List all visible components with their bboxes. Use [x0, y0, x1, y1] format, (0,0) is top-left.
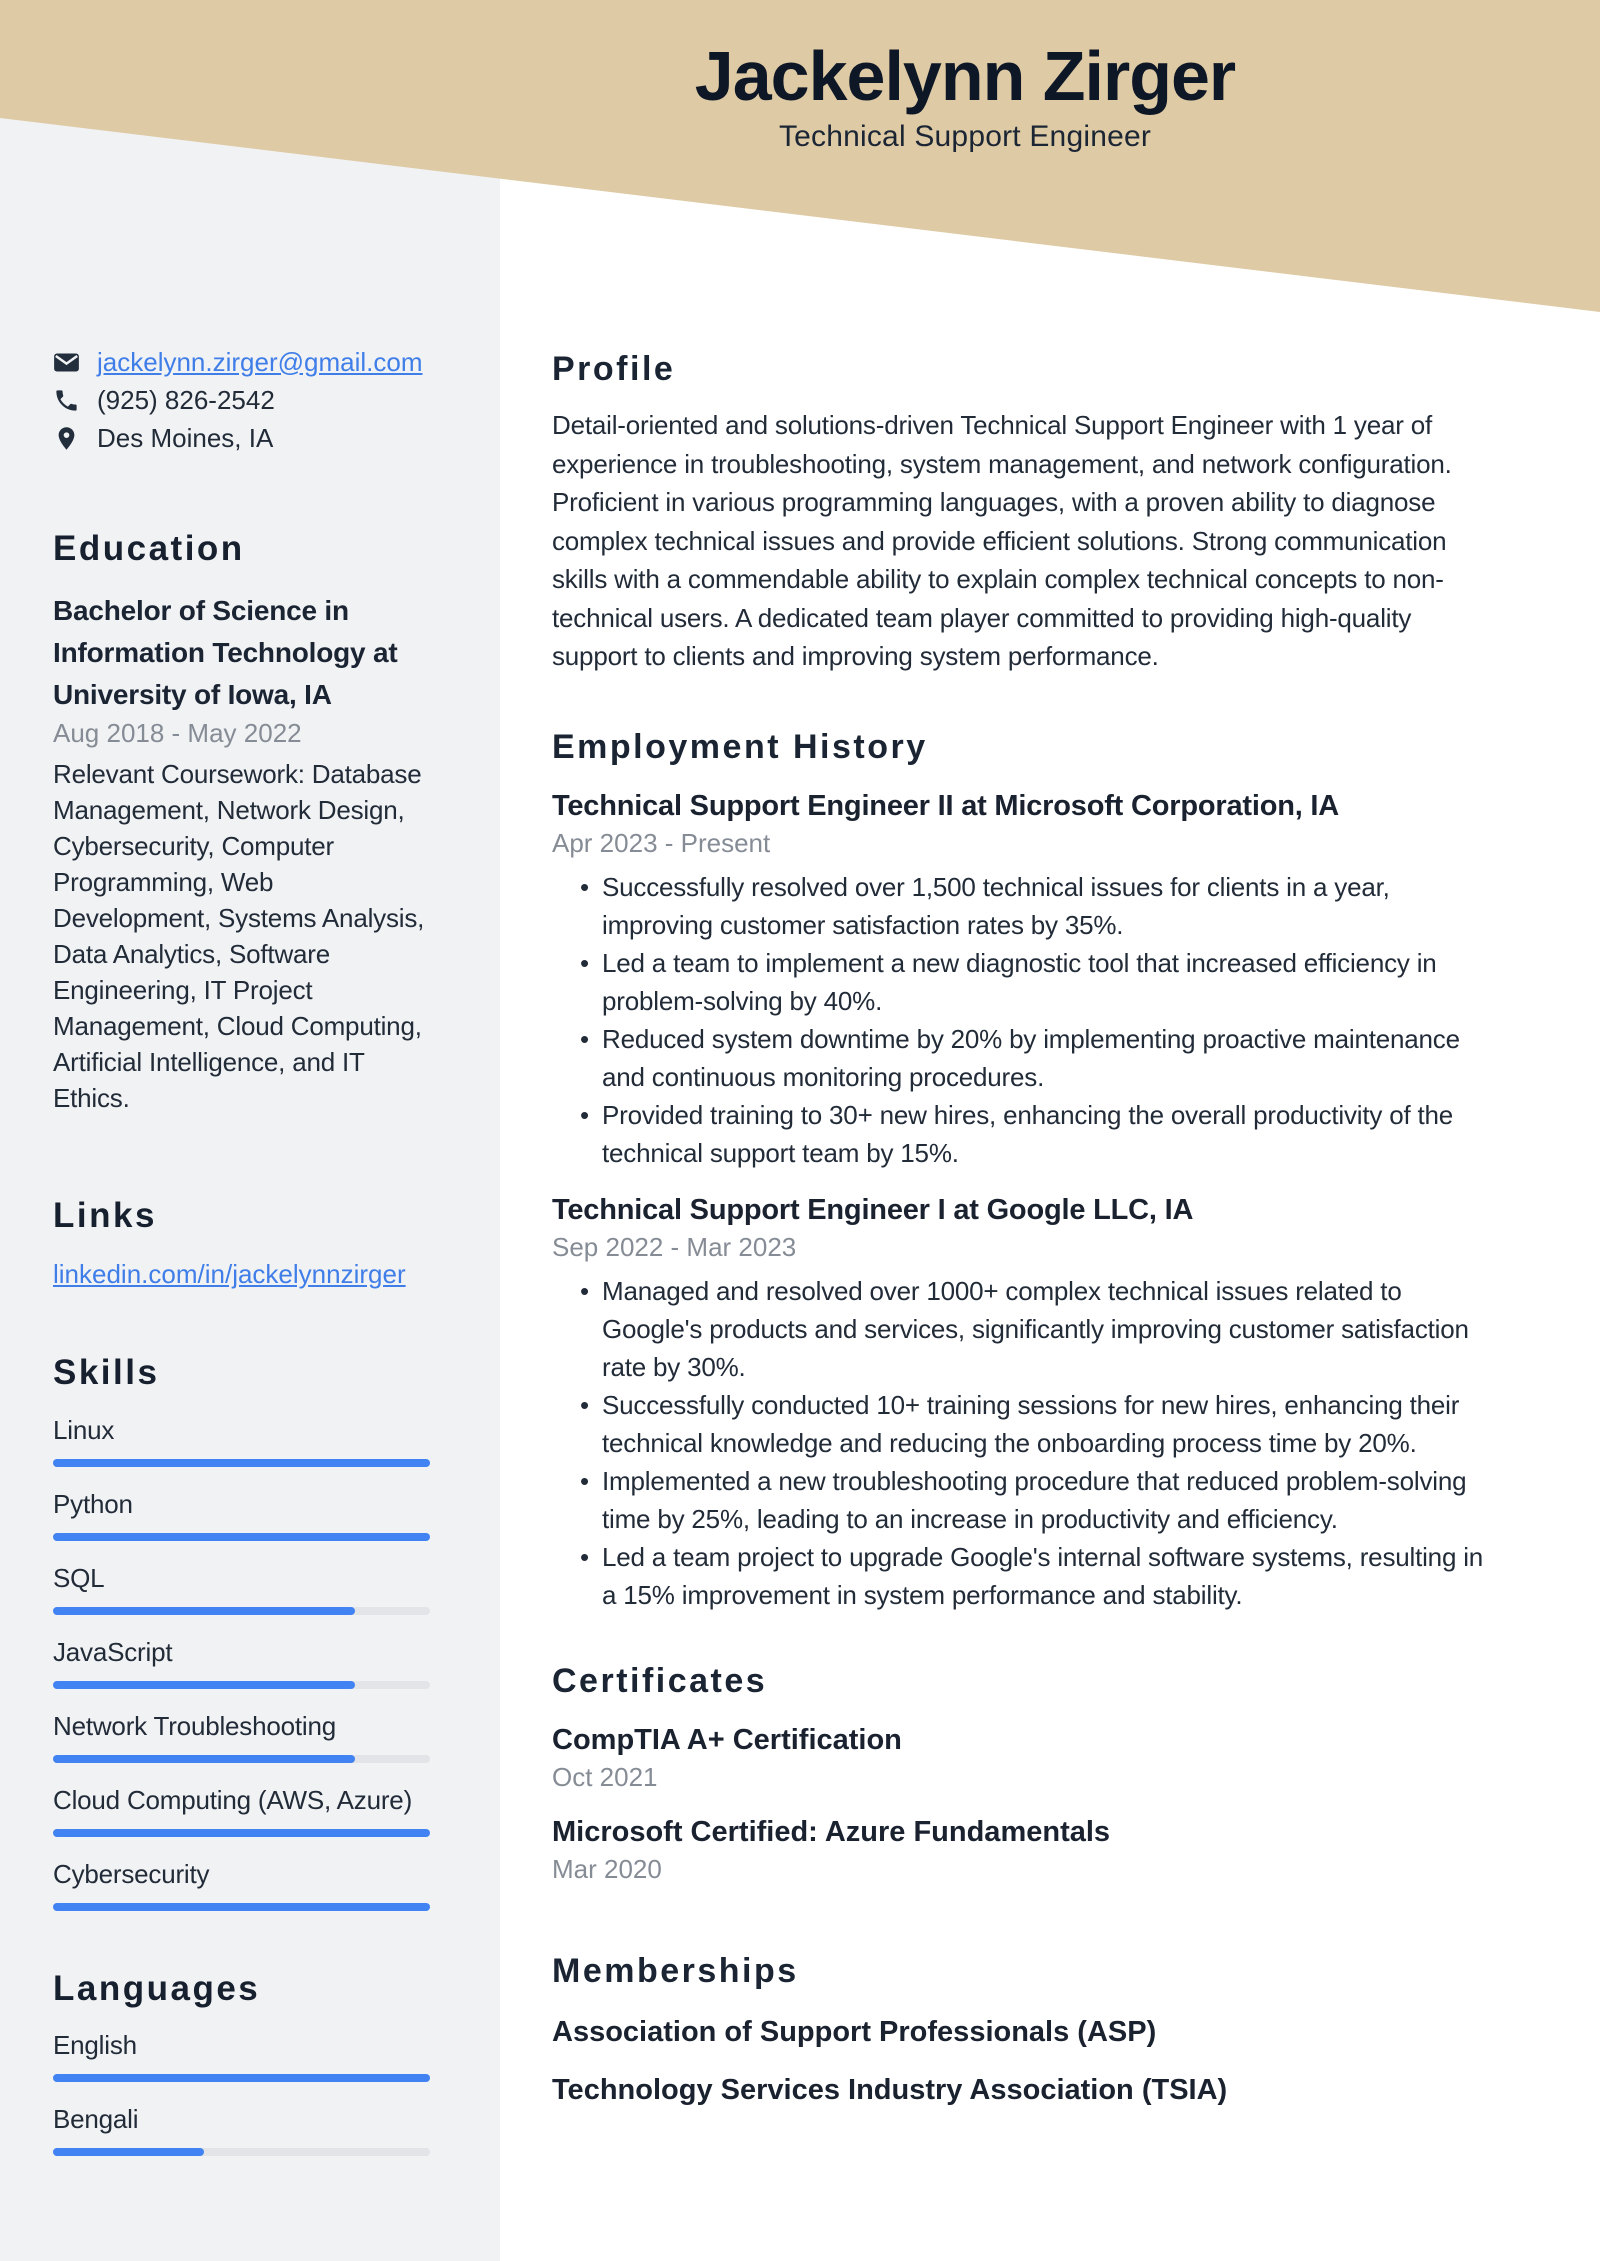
profile-section [552, 348, 1502, 676]
language-item [53, 2102, 430, 2156]
skill-bar-fill [53, 1829, 430, 1837]
language-bar-fill [53, 2074, 430, 2082]
skill-item [53, 1857, 430, 1911]
education-degree: Bachelor of Science in Information Technology at University of Iowa, IA [53, 595, 398, 710]
certificates-section [552, 1660, 1502, 1886]
employment-heading: Employment History [552, 728, 928, 766]
language-item [53, 2028, 430, 2082]
skill-bar [53, 1533, 430, 1541]
linkedin-link[interactable]: linkedin.com/in/jackelynnzirger [53, 1259, 406, 1289]
skill-bar [53, 1755, 430, 1763]
job-entry [552, 788, 1502, 1172]
job-dates: Sep 2022 - Mar 2023 [552, 1232, 797, 1262]
job-bullet: • Successfully resolved over 1,500 technical issues for clients in a year, improving customer satisfaction rates by 35%. [552, 868, 1502, 944]
language-bar [53, 2148, 430, 2156]
job-bullet: • Reduced system downtime by 20% by implementing proactive maintenance and continuous monitoring procedures. [552, 1020, 1502, 1096]
phone-icon [53, 387, 80, 414]
language-bar [53, 2074, 430, 2082]
job-entry [552, 1192, 1502, 1614]
skill-bar [53, 1681, 430, 1689]
language-label: English [53, 2030, 137, 2060]
membership-entry: Association of Support Professionals (ASP) [552, 2016, 1157, 2048]
skill-bar-fill [53, 1681, 355, 1689]
skill-label: SQL [53, 1563, 105, 1593]
memberships-heading: Memberships [552, 1952, 799, 1990]
job-bullet: • Led a team project to upgrade Google's internal software systems, resulting in a 15% improvement in system performance and stability. [552, 1538, 1502, 1614]
certificate-name: Microsoft Certified: Azure Fundamentals [552, 1816, 1111, 1848]
certificate-date: Oct 2021 [552, 1762, 658, 1792]
certificate-name: CompTIA A+ Certification [552, 1724, 902, 1756]
job-bullet-list [552, 1272, 1502, 1614]
contact-location-row [53, 421, 430, 455]
skill-label: JavaScript [53, 1637, 173, 1667]
contact-phone-row [53, 383, 430, 417]
skill-list [53, 1413, 430, 1911]
skill-label: Cybersecurity [53, 1859, 210, 1889]
membership-entry: Technology Services Industry Association (TSIA) [552, 2074, 1228, 2106]
profile-heading: Profile [552, 350, 676, 388]
skill-label: Python [53, 1489, 133, 1519]
location-pin-icon [53, 425, 80, 452]
skill-bar [53, 1829, 430, 1837]
language-list [53, 2028, 430, 2156]
skill-item [53, 1635, 430, 1689]
links-heading: Links [53, 1196, 157, 1235]
skill-bar-fill [53, 1459, 430, 1467]
memberships-section [552, 1950, 1502, 2108]
candidate-title: Technical Support Engineer [778, 119, 1152, 153]
education-coursework: Relevant Coursework: Database Management, Network Design, Cybersecurity, Computer Programming, Web Development, Systems Analysis, Data Analytics, Software Engineering, IT Project Management, Cloud Computing, Artificial Intelligence, and IT Ethics. [53, 759, 425, 1113]
skill-label: Cloud Computing (AWS, Azure) [53, 1785, 413, 1815]
job-dates: Apr 2023 - Present [552, 828, 771, 858]
skill-bar [53, 1903, 430, 1911]
contact-email-row [53, 345, 430, 379]
skill-bar-fill [53, 1755, 355, 1763]
skill-item [53, 1413, 430, 1467]
skills-heading: Skills [53, 1353, 160, 1392]
job-bullet-list [552, 868, 1502, 1172]
job-bullet: • Successfully conducted 10+ training sessions for new hires, enhancing their technical knowledge and reducing the onboarding process time by 20%. [552, 1386, 1502, 1462]
envelope-icon [53, 349, 80, 376]
employment-section [552, 726, 1502, 1614]
phone-number: (925) 826-2542 [97, 384, 275, 415]
candidate-name: Jackelynn Zirger [694, 37, 1236, 115]
language-label: Bengali [53, 2104, 139, 2134]
skill-item [53, 1709, 430, 1763]
language-bar-fill [53, 2148, 204, 2156]
skill-bar-fill [53, 1903, 430, 1911]
certificate-entry [552, 1814, 1502, 1886]
job-title: Technical Support Engineer I at Google LLC, IA [552, 1194, 1194, 1226]
skill-item [53, 1561, 430, 1615]
skill-bar-fill [53, 1607, 355, 1615]
job-title: Technical Support Engineer II at Microsoft Corporation, IA [552, 790, 1340, 822]
job-bullet: • Led a team to implement a new diagnostic tool that increased efficiency in problem-solving by 40%. [552, 944, 1502, 1020]
email-link[interactable]: jackelynn.zirger@gmail.com [97, 346, 423, 377]
main-column [552, 0, 1502, 2261]
certificates-heading: Certificates [552, 1662, 768, 1700]
languages-heading: Languages [53, 1969, 261, 2008]
certificate-date: Mar 2020 [552, 1854, 662, 1884]
skill-label: Linux [53, 1415, 115, 1445]
job-bullet: • Provided training to 30+ new hires, enhancing the overall productivity of the technical support team by 15%. [552, 1096, 1502, 1172]
certificate-entry [552, 1722, 1502, 1794]
skill-bar [53, 1607, 430, 1615]
job-bullet: • Managed and resolved over 1000+ complex technical issues related to Google's products and services, significantly improving customer satisfaction rate by 30%. [552, 1272, 1502, 1386]
profile-text: Detail-oriented and solutions-driven Technical Support Engineer with 1 year of experience in troubleshooting, system management, and network configuration. Proficient in various programming languages, with a proven ability to diagnose complex technical issues and provide efficient solutions. Strong communication skills with a commendable ability to explain complex technical concepts to non-technical users. A dedicated team player committed to providing high-quality support to clients and improving system performance. [552, 410, 1452, 671]
skill-item [53, 1783, 430, 1837]
sidebar [53, 345, 430, 2176]
education-heading: Education [53, 529, 245, 568]
skill-bar-fill [53, 1533, 430, 1541]
education-dates: Aug 2018 - May 2022 [53, 718, 302, 748]
skill-bar [53, 1459, 430, 1467]
job-bullet: • Implemented a new troubleshooting procedure that reduced problem-solving time by 25%, leading to an increase in productivity and efficiency. [552, 1462, 1502, 1538]
skill-item [53, 1487, 430, 1541]
skill-label: Network Troubleshooting [53, 1711, 336, 1741]
linkedin-link-row [53, 1257, 430, 1291]
location-text: Des Moines, IA [97, 422, 274, 453]
